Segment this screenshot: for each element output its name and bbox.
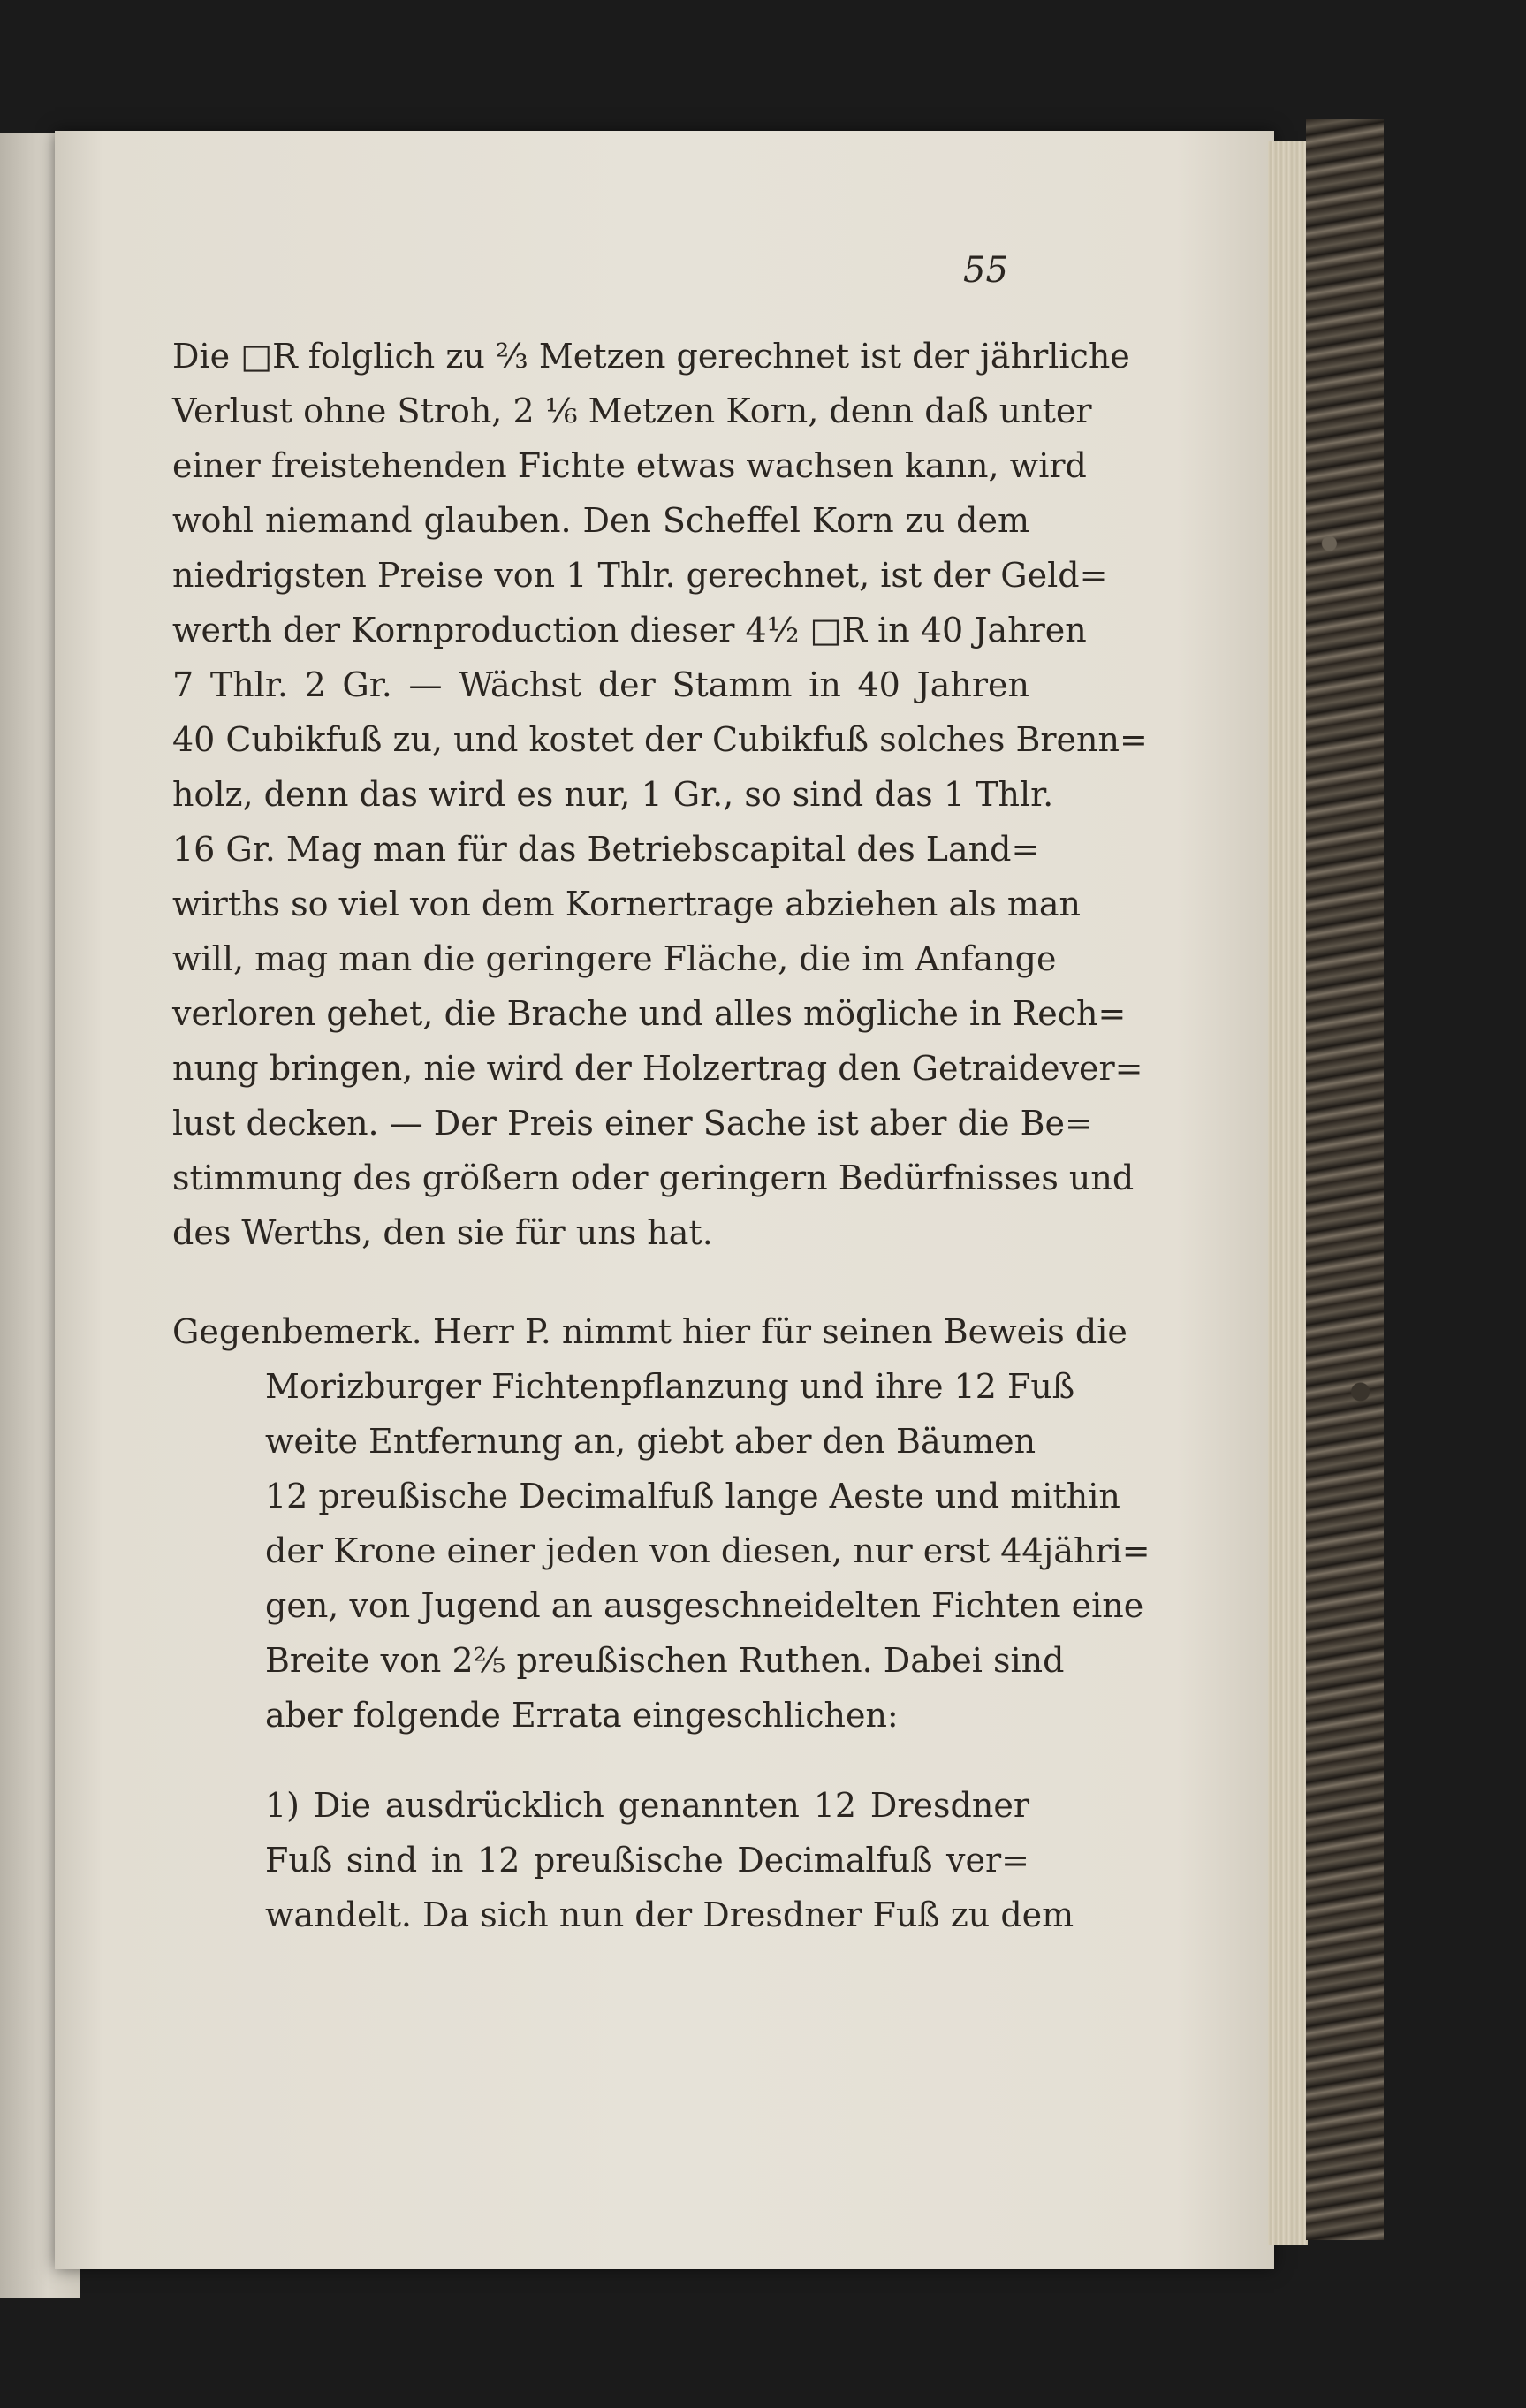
text-line: nung bringen, nie wird der Holzertrag den Getraidever= [172,1049,1143,1088]
text-line: 40 Cubikfuß zu, und kostet der Cubikfuß solches Brenn= [172,720,1148,759]
text-line: lust decken. — Der Preis einer Sache ist aber die Be= [172,1104,1093,1143]
text-line: einer freistehenden Fichte etwas wachsen kann, wird [172,446,1087,485]
text-line: Breite von 2⅖ preußischen Ruthen. Dabei sind [265,1641,1065,1680]
text-line: gen, von Jugend an ausgeschneidelten Fichten eine [265,1586,1144,1625]
counter-remark [172,1304,1150,1743]
text-line: verloren gehet, die Brache und alles mögliche in Rech= [172,994,1127,1033]
remark-body [265,1359,1150,1743]
main-paragraph [172,329,1148,1260]
text-line: der Krone einer jeden von diesen, nur erst 44jähri= [265,1531,1150,1570]
erratum-item-1 [265,1778,1074,1942]
text-line: Morizburger Fichtenpflanzung und ihre 12 Fuß [265,1367,1075,1406]
text-line: Die □R folglich zu ⅔ Metzen gerechnet ist der jährliche [172,337,1130,376]
remark-heading-line: Gegenbemerk. Herr P. nimmt hier für seinen Beweis die [172,1312,1127,1351]
text-line: 1) Die ausdrücklich genannten 12 Dresdner [265,1786,1029,1825]
text-line: wohl niemand glauben. Den Scheffel Korn zu dem [172,501,1029,540]
text-line: 7 Thlr. 2 Gr. — Wächst der Stamm in 40 Jahren [172,665,1029,704]
text-line: 12 preußische Decimalfuß lange Aeste und mithin [265,1477,1120,1515]
text-line: aber folgende Errata eingeschlichen: [265,1696,899,1735]
text-line: 16 Gr. Mag man für das Betriebscapital des Land= [172,830,1040,869]
text-line: wirths so viel von dem Kornertrage abziehen als man [172,885,1082,923]
page-number: 55 [963,250,1008,291]
text-line: holz, denn das wird es nur, 1 Gr., so sind das 1 Thlr. [172,775,1054,814]
text-line: will, mag man die geringere Fläche, die im Anfange [172,939,1057,978]
page-text [172,247,1150,1942]
page-stack-edge [1268,141,1308,2245]
text-line: Verlust ohne Stroh, 2 ⅙ Metzen Korn, denn daß unter [172,391,1092,430]
marbled-cover [1306,119,1384,2240]
text-line: weite Entfernung an, giebt aber den Bäumen [265,1422,1036,1461]
text-line: niedrigsten Preise von 1 Thlr. gerechnet, ist der Geld= [172,556,1108,595]
text-line: werth der Kornproduction dieser 4½ □R in 40 Jahren [172,611,1087,649]
text-line: des Werths, den sie für uns hat. [172,1213,713,1252]
text-line: Fuß sind in 12 preußische Decimalfuß ver= [265,1841,1029,1880]
text-line: wandelt. Da sich nun der Dresdner Fuß zu dem [265,1895,1074,1934]
text-line: stimmung des größern oder geringern Bedürfnisses und [172,1158,1135,1197]
